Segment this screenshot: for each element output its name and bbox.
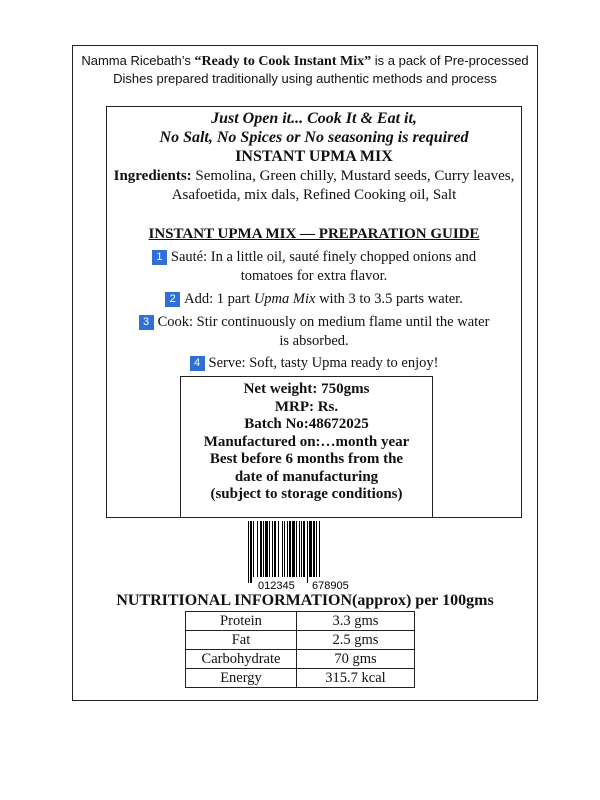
product-name: INSTANT UPMA MIX bbox=[235, 148, 393, 165]
nutrient-value: 315.7 kcal bbox=[297, 669, 415, 688]
batch-number: Batch No:48672025 bbox=[244, 416, 369, 432]
barcode-bar bbox=[269, 521, 270, 577]
barcode-bar bbox=[313, 521, 315, 577]
nutrient-value: 2.5 gms bbox=[297, 631, 415, 650]
step-1-text-cont: tomatoes for extra flavor. bbox=[240, 268, 388, 284]
barcode-bar bbox=[287, 521, 288, 577]
barcode-bar bbox=[265, 521, 268, 577]
ingredients bbox=[106, 167, 522, 205]
step-1 bbox=[106, 248, 522, 286]
barcode-bar bbox=[296, 521, 297, 577]
barcode-bar bbox=[274, 521, 276, 577]
brand-name: Namma Ricebath’s bbox=[81, 53, 191, 68]
barcode-bar bbox=[282, 521, 283, 577]
step-2 bbox=[106, 290, 522, 309]
net-weight: Net weight: 750gms bbox=[243, 381, 370, 397]
step-3-badge: 3 bbox=[139, 315, 154, 330]
best-before: Best before 6 months from the bbox=[209, 451, 404, 467]
step-3-text-cont: is absorbed. bbox=[279, 333, 349, 349]
product-details-box bbox=[180, 376, 433, 518]
barcode-bar bbox=[278, 521, 279, 577]
barcode-bar bbox=[292, 521, 295, 577]
intro-text bbox=[80, 52, 530, 87]
nutrient-value: 3.3 gms bbox=[297, 612, 415, 631]
best-before-cont: date of manufacturing bbox=[234, 468, 379, 485]
nutrient-name: Energy bbox=[186, 669, 297, 688]
tagline-line1: Just Open it... Cook It & Eat it, bbox=[211, 110, 417, 127]
mrp: MRP: Rs. bbox=[274, 398, 339, 415]
manufactured-on: Manufactured on:…month year bbox=[203, 433, 410, 450]
product-quote: “Ready to Cook Instant Mix” bbox=[194, 54, 372, 69]
nutrition-title: NUTRITIONAL INFORMATION(approx) per 100gms bbox=[116, 592, 494, 609]
barcode-bar bbox=[307, 521, 308, 583]
table-row bbox=[186, 669, 415, 688]
step-2-text-end: with 3 to 3.5 parts water. bbox=[315, 291, 463, 307]
barcode-bar bbox=[319, 521, 320, 577]
step-1-badge: 1 bbox=[152, 250, 167, 265]
table-row bbox=[186, 612, 415, 631]
nutrient-name: Fat bbox=[186, 631, 297, 650]
ingredients-label: Ingredients: bbox=[113, 168, 192, 184]
step-4-text: Serve: Soft, tasty Upma ready to enjoy! bbox=[208, 355, 439, 371]
barcode-bar bbox=[248, 521, 249, 583]
step-1-text: Sauté: In a little oil, sauté finely chopped onions and bbox=[170, 249, 477, 265]
step-4-badge: 4 bbox=[190, 356, 205, 371]
storage-note: (subject to storage conditions) bbox=[210, 486, 403, 502]
barcode-left-digits: 012345 bbox=[258, 580, 295, 591]
barcode-bar bbox=[284, 521, 285, 577]
barcode-bar bbox=[250, 521, 252, 583]
barcode-bar bbox=[299, 521, 300, 577]
step-4 bbox=[106, 354, 522, 373]
nutrient-name: Protein bbox=[186, 612, 297, 631]
guide-title: INSTANT UPMA MIX — PREPARATION GUIDE bbox=[148, 226, 480, 242]
table-row bbox=[186, 631, 415, 650]
step-2-text: Add: 1 part bbox=[184, 291, 254, 307]
barcode-bar bbox=[257, 521, 258, 577]
barcode-bar bbox=[301, 521, 302, 577]
table-row bbox=[186, 650, 415, 669]
nutrient-value: 70 gms bbox=[297, 650, 415, 669]
barcode-bar bbox=[253, 521, 254, 577]
tagline-line2: No Salt, No Spices or No seasoning is required bbox=[159, 129, 469, 146]
nutrient-name: Carbohydrate bbox=[186, 650, 297, 669]
barcode-bar bbox=[309, 521, 312, 577]
barcode-bar bbox=[260, 521, 262, 577]
barcode-bar bbox=[263, 521, 264, 577]
barcode-bar bbox=[272, 521, 273, 577]
barcode-bar bbox=[289, 521, 291, 577]
step-2-badge: 2 bbox=[165, 292, 180, 307]
barcode-right-digits: 678905 bbox=[312, 580, 349, 591]
step-3 bbox=[106, 313, 522, 351]
nutrition-table bbox=[185, 611, 415, 688]
barcode-bar bbox=[316, 521, 317, 577]
barcode bbox=[236, 521, 376, 591]
step-3-text: Cook: Stir continuously on medium flame until the water bbox=[157, 314, 490, 330]
barcode-bar bbox=[303, 521, 305, 577]
intro-description: is a pack of Pre-processed Dishes prepared traditionally using authentic methods and process bbox=[113, 53, 529, 86]
step-2-emphasis: Upma Mix bbox=[253, 291, 316, 307]
ingredients-text: Semolina, Green chilly, Mustard seeds, Curry leaves, Asafoetida, mix dals, Refined Cooking oil, Salt bbox=[171, 168, 515, 203]
